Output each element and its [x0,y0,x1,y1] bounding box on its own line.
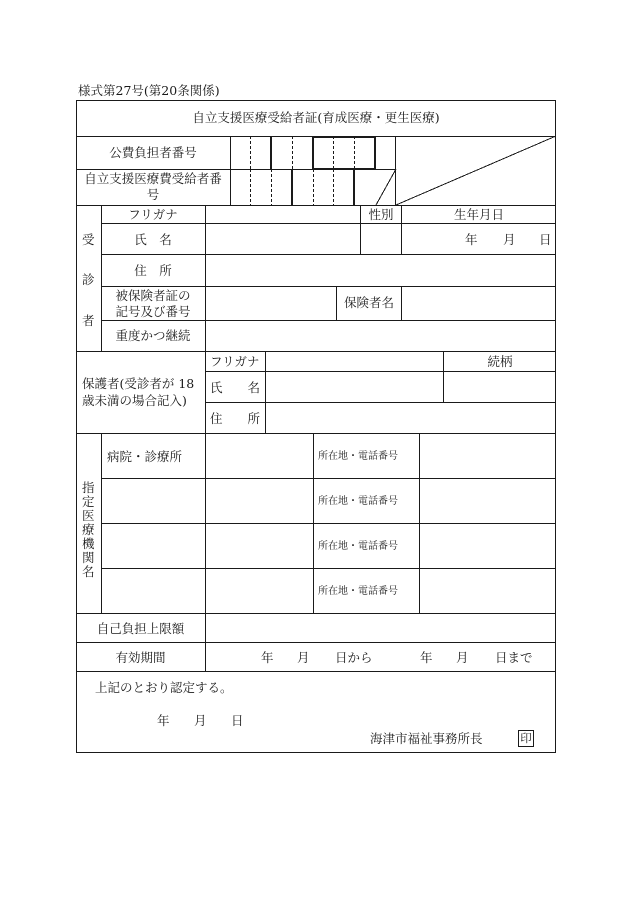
institutions-label-char: 療 [82,522,95,537]
issuer-name: 海津市福祉事務所長 [370,731,483,746]
cert-date-year: 年 [157,713,170,728]
patient-label-char: 診 [82,272,95,287]
birth-year-label: 年 [465,232,478,247]
institutions-label-char: 定 [82,494,95,509]
recipient-number-label: 自立支援医療費受給者番 [84,171,222,186]
guardian-label-cont: 歳未満の場合記入) [82,393,187,408]
validity-from-day: 日から [335,650,373,665]
recipient-number-label-cont: 号 [146,187,160,202]
patient-label-char: 者 [82,313,95,328]
validity-to-month: 月 [456,650,469,665]
patient-name-label: 氏 名 [134,232,172,247]
guardian-address-label: 住 所 [210,411,261,426]
certification-statement: 上記のとおり認定する。 [95,680,233,695]
copay-limit-label: 自己負担上限額 [96,621,185,636]
cert-date-month: 月 [194,713,207,728]
patient-birthdate-label: 生年月日 [453,207,504,222]
insurance-card-label: 被保険者証の [115,288,191,303]
location-phone-label: 所在地・電話番号 [318,586,398,597]
institutions-label-char: 関 [82,550,95,565]
guardian-name-label: 氏 名 [210,380,261,395]
birth-month-label: 月 [503,232,516,247]
seal-mark: 印 [518,730,534,747]
validity-to-year: 年 [420,650,433,665]
location-phone-label: 所在地・電話番号 [318,451,398,462]
institutions-label-char: 指 [82,480,95,495]
patient-address-label: 住 所 [134,263,172,278]
institutions-label-char: 名 [82,564,95,579]
hospital-clinic-label: 病院・診療所 [107,449,183,464]
form-title: 自立支援医療受給者証(育成医療・更生医療) [192,110,440,125]
location-phone-label: 所在地・電話番号 [318,496,398,507]
form-number: 様式第27号(第20条関係) [78,83,220,98]
birth-day-label: 日 [539,232,552,247]
institutions-label-char: 機 [82,536,95,551]
payer-number-label: 公費負担者番号 [109,145,197,160]
validity-label: 有効期間 [115,650,166,665]
location-phone-label: 所在地・電話番号 [318,541,398,552]
guardian-label: 保護者(受診者が 18 [82,376,195,391]
guardian-relation-label: 続柄 [487,354,513,369]
insurance-card-label-cont: 記号及び番号 [115,304,191,319]
insurer-name-label: 保険者名 [343,295,394,310]
patient-gender-label: 性別 [368,207,394,222]
patient-furigana-label: フリガナ [128,207,178,222]
validity-from-year: 年 [261,650,274,665]
cert-date-day: 日 [231,713,244,728]
patient-label-char: 受 [82,232,95,247]
severe-continuous-label: 重度かつ継続 [115,328,191,343]
validity-to-day: 日まで [495,650,533,665]
institutions-label-char: 医 [82,508,95,523]
guardian-furigana-label: フリガナ [210,354,260,369]
validity-from-month: 月 [297,650,310,665]
